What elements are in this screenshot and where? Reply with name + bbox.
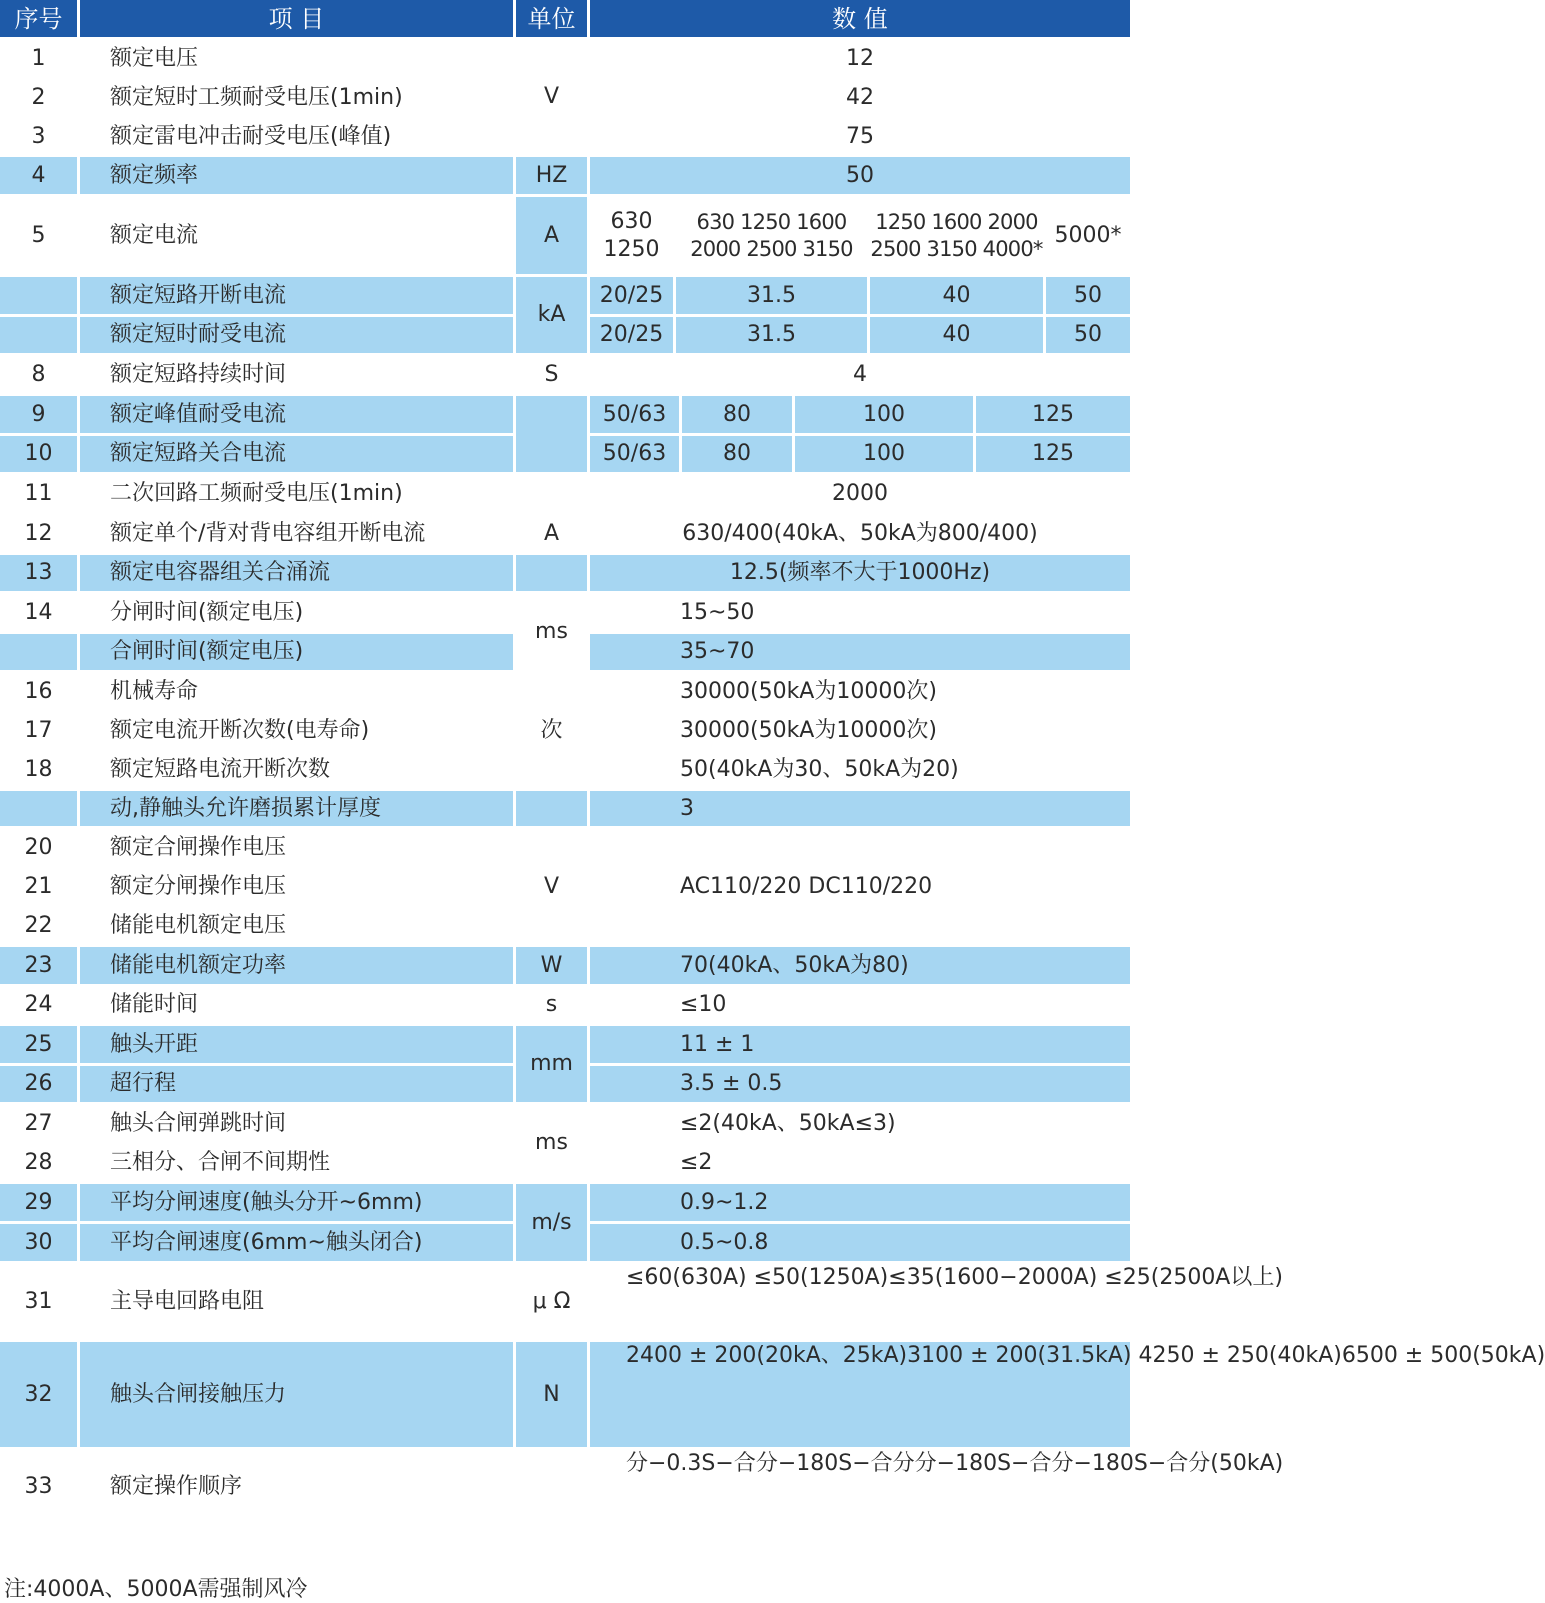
unit-cell: kA <box>516 277 587 353</box>
unit-cell: A <box>516 197 587 274</box>
value-subcell: 40 <box>870 317 1043 353</box>
row-number: 12 <box>24 520 53 546</box>
row-number: 11 <box>24 480 53 506</box>
row-number: 5 <box>31 222 46 248</box>
unit-cell <box>516 555 587 591</box>
row-item: 二次回路工频耐受电压(1min) <box>110 480 403 506</box>
row-item: 额定电流开断次数(电寿命) <box>110 718 370 744</box>
row-number: 4 <box>0 157 77 194</box>
row-number: 14 <box>24 599 53 625</box>
value-subcell: 80 <box>682 396 792 433</box>
value-line: ≤60(630A) ≤50(1250A) <box>626 1265 889 1290</box>
value-cell: 70(40kA、50kA为80) <box>590 947 1130 984</box>
row-number: 24 <box>24 992 53 1018</box>
unit-cell: μ Ω <box>532 1288 571 1314</box>
value-cell: ≤2 <box>680 1150 713 1176</box>
row-number: 32 <box>0 1342 77 1447</box>
row-number: 26 <box>0 1066 77 1102</box>
value-cell: 30000(50kA为10000次) <box>680 718 937 744</box>
value-cell: 630/400(40kA、50kA为800/400) <box>682 520 1038 546</box>
row-item: 触头合闸弹跳时间 <box>110 1110 287 1136</box>
value-cell: 0.9~1.2 <box>590 1184 1130 1221</box>
value-line: 1250 <box>603 236 660 262</box>
unit-cell <box>516 1450 587 1523</box>
value-cell <box>590 1264 1283 1339</box>
value-cell: 2000 <box>832 480 888 506</box>
value-cell: 42 <box>846 85 874 111</box>
unit-cell: A <box>543 520 560 546</box>
row-item: 主导电回路电阻 <box>110 1288 265 1314</box>
row-item: 额定电压 <box>110 45 199 71</box>
row-item: 额定操作顺序 <box>110 1473 243 1499</box>
value-cell: 3.5 ± 0.5 <box>590 1066 1130 1102</box>
value-cell: 0.5~0.8 <box>590 1224 1130 1261</box>
value-subcell: 100 <box>795 436 973 472</box>
value-cell: 30000(50kA为10000次) <box>680 678 937 704</box>
value-subcell <box>676 197 867 274</box>
row-number: 16 <box>24 678 53 704</box>
row-number: 18 <box>24 757 53 783</box>
unit-cell <box>516 791 587 826</box>
row-item: 储能电机额定电压 <box>110 913 287 939</box>
value-line: 分−0.3S−合分−180S−合分 <box>626 1451 915 1476</box>
value-subcell <box>870 197 1043 274</box>
value-subcell: 31.5 <box>676 317 867 353</box>
row-number: 29 <box>0 1184 77 1221</box>
row-number: 8 <box>31 361 46 387</box>
value-subcell: 80 <box>682 436 792 472</box>
value-line: ≤35(1600−2000A) ≤25(2500A以上) <box>888 1265 1283 1290</box>
row-number: 30 <box>0 1224 77 1261</box>
unit-cell: m/s <box>516 1184 587 1261</box>
row-item: 机械寿命 <box>110 678 199 704</box>
row-item: 额定单个/背对背电容组开断电流 <box>110 520 426 546</box>
value-subcell: 50/63 <box>590 396 679 433</box>
row-item: 平均分闸速度(触头分开~6mm) <box>80 1184 513 1221</box>
unit-cell <box>516 396 587 472</box>
unit-cell: HZ <box>516 157 587 194</box>
row-number: 20 <box>24 834 53 860</box>
value-line: 2400 ± 200(20kA、25kA) <box>626 1343 908 1368</box>
value-subcell: 50/63 <box>590 436 679 472</box>
value-subcell: 125 <box>976 436 1130 472</box>
row-item: 动,静触头允许磨损累计厚度 <box>80 791 513 826</box>
row-number <box>0 791 77 826</box>
row-number: 17 <box>24 718 53 744</box>
unit-cell: V <box>543 84 560 110</box>
row-number: 25 <box>0 1026 77 1063</box>
value-line: 2000 2500 3150 <box>690 236 853 261</box>
value-cell: 3 <box>590 791 1130 826</box>
value-subcell: 125 <box>976 396 1130 433</box>
row-number: 9 <box>0 396 77 433</box>
unit-cell: N <box>516 1342 587 1447</box>
value-line: 分−180S−合分−180S−合分(50kA) <box>914 1451 1284 1476</box>
row-number: 3 <box>31 123 46 149</box>
value-cell: 15~50 <box>680 599 755 625</box>
value-cell <box>590 1342 1545 1447</box>
row-item: 额定合闸操作电压 <box>110 834 287 860</box>
value-subcell: 50 <box>1046 317 1130 353</box>
row-number: 31 <box>24 1288 53 1314</box>
row-item: 额定分闸操作电压 <box>110 874 287 900</box>
unit-cell: s <box>545 992 558 1018</box>
row-item: 额定短路关合电流 <box>80 436 513 472</box>
value-line: 630 <box>610 209 653 234</box>
row-number: 27 <box>24 1110 53 1136</box>
row-item: 储能电机额定功率 <box>80 947 513 984</box>
row-number: 1 <box>31 45 46 71</box>
value-cell: AC110/220 DC110/220 <box>680 873 933 899</box>
header-unit: 单位 <box>516 0 587 37</box>
row-number <box>0 634 77 670</box>
unit-cell <box>516 475 587 512</box>
value-cell: ≤2(40kA、50kA≤3) <box>680 1110 896 1136</box>
row-number: 23 <box>0 947 77 984</box>
value-line: 3100 ± 200(31.5kA) 4250 ± 250(40kA) <box>907 1343 1342 1368</box>
footnote: 注:4000A、5000A需强制风冷 <box>4 1577 308 1602</box>
row-item: 超行程 <box>80 1066 513 1102</box>
value-line: 6500 ± 500(50kA) <box>1341 1343 1545 1368</box>
unit-cell: 次 <box>540 717 563 743</box>
value-subcell: 20/25 <box>590 277 673 314</box>
row-item: 额定短路开断电流 <box>80 277 513 314</box>
unit-cell: mm <box>516 1026 587 1102</box>
header-item: 项 目 <box>80 0 513 37</box>
unit-cell: S <box>544 361 559 387</box>
value-subcell: 5000* <box>1054 222 1122 248</box>
row-number: 10 <box>0 436 77 472</box>
value-cell: 11 ± 1 <box>590 1026 1130 1063</box>
unit-cell: ms <box>535 619 568 645</box>
value-cell: 12.5(频率不大于1000Hz) <box>590 555 1130 591</box>
unit-cell: V <box>543 873 560 899</box>
value-cell: 50 <box>590 157 1130 194</box>
row-item: 额定峰值耐受电流 <box>80 396 513 433</box>
row-number: 21 <box>24 874 53 900</box>
value-subcell: 40 <box>870 277 1043 314</box>
row-item: 额定电流 <box>110 222 199 248</box>
row-number <box>0 317 77 353</box>
value-subcell: 31.5 <box>676 277 867 314</box>
row-item: 额定短路电流开断次数 <box>110 757 331 783</box>
row-item: 储能时间 <box>110 992 199 1018</box>
value-line: 1250 1600 2000 <box>875 210 1038 235</box>
row-item: 额定短时耐受电流 <box>80 317 513 353</box>
value-cell: 75 <box>846 123 874 149</box>
row-number: 22 <box>24 913 53 939</box>
value-cell: 50(40kA为30、50kA为20) <box>680 757 959 783</box>
value-subcell: 100 <box>795 396 973 433</box>
value-cell: 4 <box>853 361 867 387</box>
unit-cell: ms <box>535 1130 568 1156</box>
value-cell <box>590 1450 1284 1523</box>
value-subcell: 50 <box>1046 277 1130 314</box>
row-number: 28 <box>24 1150 53 1176</box>
value-cell: ≤10 <box>680 992 727 1018</box>
row-item: 额定短路持续时间 <box>110 361 287 387</box>
row-item: 分闸时间(额定电压) <box>110 599 304 625</box>
row-item: 三相分、合闸不间期性 <box>110 1150 331 1176</box>
row-item: 额定频率 <box>80 157 513 194</box>
header-no: 序号 <box>0 0 77 37</box>
row-number: 33 <box>24 1473 53 1499</box>
row-item: 触头开距 <box>80 1026 513 1063</box>
row-number: 2 <box>31 85 46 111</box>
value-line: 630 1250 1600 <box>696 210 847 235</box>
row-item: 触头合闸接触压力 <box>80 1342 513 1447</box>
value-line: 2500 3150 4000* <box>870 236 1043 261</box>
value-subcell <box>590 197 673 274</box>
row-item: 合闸时间(额定电压) <box>80 634 513 670</box>
row-item: 额定雷电冲击耐受电压(峰值) <box>110 123 392 149</box>
row-number: 13 <box>0 555 77 591</box>
header-value: 数 值 <box>590 0 1130 37</box>
row-item: 额定电容器组关合涌流 <box>80 555 513 591</box>
row-number <box>0 277 77 314</box>
value-cell: 12 <box>846 45 874 71</box>
unit-cell: W <box>516 947 587 984</box>
value-cell: 35~70 <box>590 634 1130 670</box>
row-item: 额定短时工频耐受电压(1min) <box>110 85 403 111</box>
value-subcell: 20/25 <box>590 317 673 353</box>
row-item: 平均合闸速度(6mm~触头闭合) <box>80 1224 513 1261</box>
